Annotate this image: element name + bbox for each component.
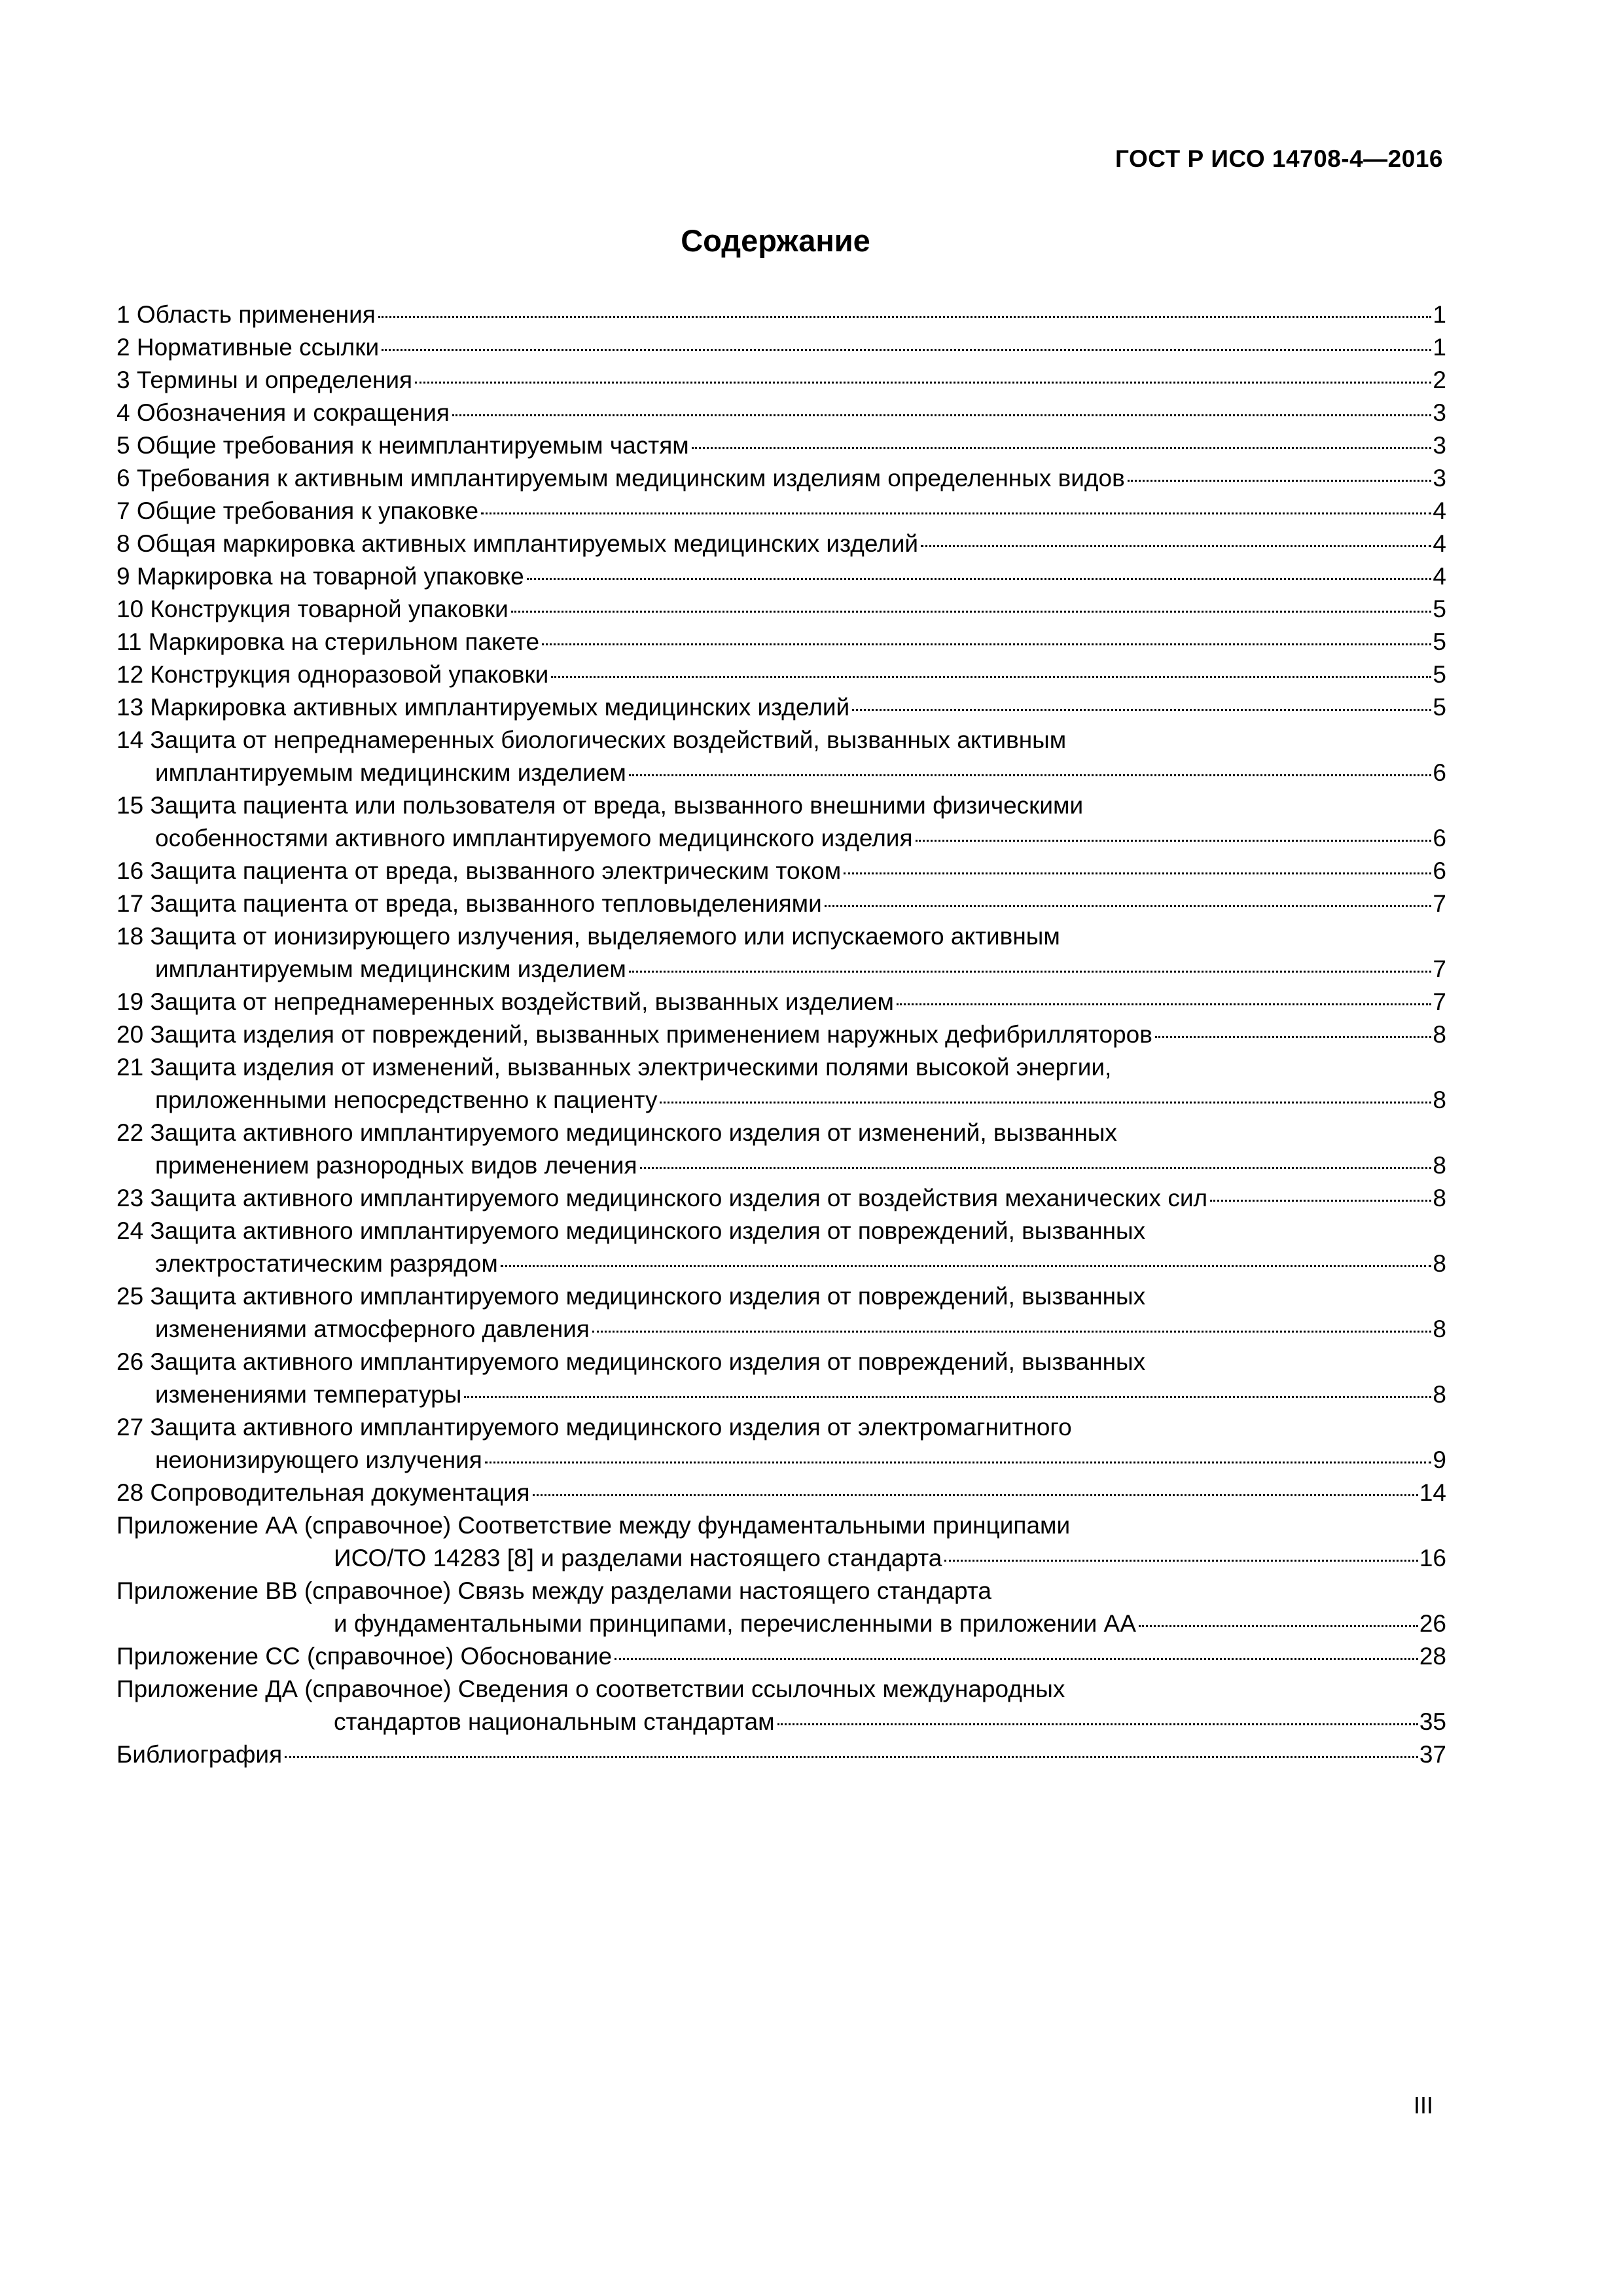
toc-entry-line: [116, 364, 1446, 397]
toc-entry[interactable]: [116, 1509, 1446, 1575]
toc-entry[interactable]: [116, 1477, 1446, 1509]
toc-entry-title: 21 Защита изделия от изменений, вызванных электрическими полями высокой энергии,: [116, 1054, 1112, 1081]
toc-entry-title: 18 Защита от ионизирующего излучения, выделяемого или испускаемого активным: [116, 923, 1060, 950]
toc-entry-line: [116, 1673, 1446, 1706]
toc-entry-line: [116, 528, 1446, 560]
dot-leader: [452, 414, 1431, 416]
toc-entry-title: 22 Защита активного имплантируемого медицинского изделия от изменений, вызванных: [116, 1119, 1117, 1146]
toc-entry-line: [116, 1509, 1446, 1542]
toc-entry[interactable]: [116, 1640, 1446, 1673]
dot-leader: [527, 578, 1432, 580]
toc-entry-title: имплантируемым медицинским изделием: [155, 759, 626, 786]
toc-entry-title: 15 Защита пациента или пользователя от вреда, вызванного внешними физическими: [116, 792, 1084, 819]
toc-entry-title: 2 Нормативные ссылки: [116, 334, 380, 361]
toc-entry-page: 1: [1433, 334, 1446, 361]
toc-entry-page: 16: [1419, 1545, 1446, 1571]
toc-entry-title: 20 Защита изделия от повреждений, вызванных применением наружных дефибрилляторов: [116, 1021, 1152, 1048]
toc-entry-line: [116, 626, 1446, 658]
toc-entry-title: 3 Термины и определения: [116, 367, 413, 393]
toc-entry-title: 4 Обозначения и сокращения: [116, 399, 450, 426]
toc-entry[interactable]: [116, 429, 1446, 462]
toc-entry-line: [116, 1149, 1446, 1182]
toc-entry-page: 9: [1433, 1446, 1446, 1473]
toc-entry-line: [116, 953, 1446, 986]
toc-entry[interactable]: [116, 331, 1446, 364]
toc-entry-page: 2: [1433, 367, 1446, 393]
toc-entry-page: 6: [1433, 825, 1446, 852]
toc-entry-title: Приложение ВВ (справочное) Связь между разделами настоящего стандарта: [116, 1577, 991, 1604]
toc-entry[interactable]: [116, 593, 1446, 626]
toc-entry-line: [116, 1313, 1446, 1346]
toc-entry[interactable]: [116, 724, 1446, 789]
toc-entry-title: неионизирующего излучения: [155, 1446, 482, 1473]
toc-entry[interactable]: [116, 691, 1446, 724]
toc-entry-line: [116, 1477, 1446, 1509]
toc-entry-line: [116, 1411, 1446, 1444]
toc-entry[interactable]: [116, 658, 1446, 691]
toc-entry-page: 8: [1433, 1152, 1446, 1179]
toc-entry-title: стандартов национальным стандартам: [334, 1708, 775, 1735]
toc-entry-line: [116, 888, 1446, 920]
dot-leader: [501, 1265, 1432, 1267]
toc-entry-page: 5: [1433, 596, 1446, 622]
toc-entry-title: электростатическим разрядом: [155, 1250, 498, 1277]
toc-entry-line: [116, 298, 1446, 331]
toc-entry[interactable]: [116, 920, 1446, 986]
dot-leader: [285, 1756, 1418, 1758]
toc-entry-page: 3: [1433, 432, 1446, 459]
toc-entry-page: 6: [1433, 759, 1446, 786]
dot-leader: [640, 1167, 1432, 1169]
toc-entry-line: [116, 1738, 1446, 1771]
toc-entry-line: [116, 1051, 1446, 1084]
dot-leader: [916, 840, 1432, 842]
toc-entry-page: 8: [1433, 1021, 1446, 1048]
dot-leader: [464, 1396, 1431, 1398]
dot-leader: [1210, 1200, 1431, 1202]
toc-entry-page: 14: [1419, 1479, 1446, 1506]
dot-leader: [485, 1462, 1432, 1463]
toc-entry-line: [116, 1542, 1446, 1575]
toc-entry-page: 5: [1433, 628, 1446, 655]
toc-entry-page: 7: [1433, 890, 1446, 917]
toc-entry-line: [116, 593, 1446, 626]
toc-entry[interactable]: [116, 855, 1446, 888]
dot-leader: [844, 872, 1431, 874]
toc-entry-title: изменениями температуры: [155, 1381, 462, 1408]
toc-entry-line: [116, 560, 1446, 593]
dot-leader: [1128, 480, 1432, 482]
toc-entry-title: 25 Защита активного имплантируемого медицинского изделия от повреждений, вызванных: [116, 1283, 1146, 1310]
toc-entry-title: 8 Общая маркировка активных имплантируемых медицинских изделий: [116, 530, 919, 557]
toc-entry[interactable]: [116, 1575, 1446, 1640]
toc-entry-line: [116, 757, 1446, 789]
toc-entry-title: 14 Защита от непреднамеренных биологических воздействий, вызванных активным: [116, 726, 1067, 753]
dot-leader: [533, 1494, 1418, 1496]
toc-entry-title: Приложение АА (справочное) Соответствие между фундаментальными принципами: [116, 1512, 1071, 1539]
toc-entry-title: Приложение ДА (справочное) Сведения о соответствии ссылочных международных: [116, 1676, 1065, 1702]
toc-entry-line: [116, 822, 1446, 855]
toc-entry-title: и фундаментальными принципами, перечисленными в приложении АА: [334, 1610, 1136, 1637]
toc-entry-page: 7: [1433, 988, 1446, 1015]
toc-entry[interactable]: [116, 1215, 1446, 1280]
toc-entry-page: 4: [1433, 497, 1446, 524]
toc-entry[interactable]: [116, 1673, 1446, 1738]
toc-entry[interactable]: [116, 1117, 1446, 1182]
dot-leader: [777, 1723, 1418, 1725]
toc-entry[interactable]: [116, 364, 1446, 397]
toc-entry[interactable]: [116, 528, 1446, 560]
page-title: Содержание: [681, 223, 870, 258]
toc-entry-line: [116, 495, 1446, 528]
toc-entry-line: [116, 1018, 1446, 1051]
toc-entry-line: [116, 789, 1446, 822]
toc-entry-line: [116, 1346, 1446, 1378]
toc-entry-page: 8: [1433, 1316, 1446, 1342]
toc-entry-title: 10 Конструкция товарной упаковки: [116, 596, 508, 622]
toc-entry[interactable]: [116, 888, 1446, 920]
toc-entry[interactable]: [116, 986, 1446, 1018]
toc-entry-title: 5 Общие требования к неимплантируемым частям: [116, 432, 689, 459]
toc-entry-line: [116, 331, 1446, 364]
dot-leader: [615, 1658, 1418, 1660]
toc-entry-line: [116, 1280, 1446, 1313]
toc-entry-line: [116, 429, 1446, 462]
toc-entry[interactable]: [116, 495, 1446, 528]
toc-entry-page: 8: [1433, 1250, 1446, 1277]
dot-leader: [629, 774, 1432, 776]
toc-entry[interactable]: [116, 397, 1446, 429]
toc-entry-title: имплантируемым медицинским изделием: [155, 956, 626, 982]
toc-entry-title: 7 Общие требования к упаковке: [116, 497, 479, 524]
dot-leader: [897, 1003, 1431, 1005]
toc-entry-page: 26: [1419, 1610, 1446, 1637]
toc-entry-title: приложенными непосредственно к пациенту: [155, 1086, 658, 1113]
toc-entry[interactable]: [116, 560, 1446, 593]
toc-entry-line: [116, 658, 1446, 691]
dot-leader: [1139, 1625, 1418, 1627]
toc-entry-page: 5: [1433, 694, 1446, 721]
dot-leader: [660, 1102, 1431, 1103]
toc-entry-title: 16 Защита пациента от вреда, вызванного электрическим током: [116, 857, 842, 884]
dot-leader: [592, 1331, 1432, 1333]
dot-leader: [629, 971, 1432, 973]
page-number: III: [1413, 2092, 1433, 2119]
toc-entry-line: [116, 920, 1446, 953]
toc-entry-title: 17 Защита пациента от вреда, вызванного тепловыделениями: [116, 890, 822, 917]
dot-leader: [921, 545, 1431, 547]
toc-entry[interactable]: [116, 1280, 1446, 1346]
toc-entry-line: [116, 1117, 1446, 1149]
dot-leader: [415, 382, 1431, 384]
toc-entry-page: 7: [1433, 956, 1446, 982]
toc-entry-line: [116, 1607, 1446, 1640]
toc-entry-title: 12 Конструкция одноразовой упаковки: [116, 661, 549, 688]
toc-entry-page: 1: [1433, 301, 1446, 328]
dot-leader: [382, 349, 1431, 351]
toc-entry-title: 11 Маркировка на стерильном пакете: [116, 628, 540, 655]
toc-entry-title: изменениями атмосферного давления: [155, 1316, 590, 1342]
toc-entry-line: [116, 1706, 1446, 1738]
toc-entry-page: 8: [1433, 1185, 1446, 1211]
toc-entry-page: 35: [1419, 1708, 1446, 1735]
toc-entry-page: 3: [1433, 399, 1446, 426]
toc-entry-page: 28: [1419, 1643, 1446, 1670]
toc-entry-title: 19 Защита от непреднамеренных воздействий, вызванных изделием: [116, 988, 894, 1015]
table-of-contents: [116, 298, 1446, 1771]
toc-entry-line: [116, 855, 1446, 888]
toc-entry[interactable]: [116, 1018, 1446, 1051]
toc-entry-title: 24 Защита активного имплантируемого медицинского изделия от повреждений, вызванных: [116, 1217, 1146, 1244]
toc-entry-line: [116, 986, 1446, 1018]
toc-entry[interactable]: [116, 1738, 1446, 1771]
toc-entry-title: особенностями активного имплантируемого медицинского изделия: [155, 825, 913, 852]
toc-entry[interactable]: [116, 789, 1446, 855]
toc-entry-line: [116, 1084, 1446, 1117]
dot-leader: [481, 512, 1431, 514]
toc-entry-title: 6 Требования к активным имплантируемым медицинским изделиям определенных видов: [116, 465, 1125, 492]
toc-entry-title: 9 Маркировка на товарной упаковке: [116, 563, 524, 590]
document-code: ГОСТ Р ИСО 14708-4—2016: [1115, 145, 1443, 172]
toc-entry-page: 37: [1419, 1741, 1446, 1768]
dot-leader: [825, 905, 1432, 907]
dot-leader: [378, 316, 1432, 318]
toc-entry-page: 6: [1433, 857, 1446, 884]
toc-entry-line: [116, 1640, 1446, 1673]
toc-entry-title: Приложение СС (справочное) Обоснование: [116, 1643, 613, 1670]
toc-entry-line: [116, 1444, 1446, 1477]
toc-entry-line: [116, 1378, 1446, 1411]
dot-leader: [542, 643, 1431, 645]
toc-entry-page: 4: [1433, 563, 1446, 590]
toc-entry-title: применением разнородных видов лечения: [155, 1152, 637, 1179]
toc-entry-line: [116, 1182, 1446, 1215]
dot-leader: [692, 447, 1432, 449]
toc-entry[interactable]: [116, 1051, 1446, 1117]
toc-entry-title: Библиография: [116, 1741, 283, 1768]
dot-leader: [944, 1560, 1418, 1562]
toc-entry-line: [116, 1247, 1446, 1280]
toc-entry-page: 4: [1433, 530, 1446, 557]
toc-entry[interactable]: [116, 462, 1446, 495]
toc-entry-line: [116, 462, 1446, 495]
toc-entry-title: 26 Защита активного имплантируемого медицинского изделия от повреждений, вызванных: [116, 1348, 1146, 1375]
toc-entry[interactable]: [116, 1346, 1446, 1411]
toc-entry-title: 13 Маркировка активных имплантируемых медицинских изделий: [116, 694, 850, 721]
toc-entry[interactable]: [116, 1182, 1446, 1215]
toc-entry-title: 28 Сопроводительная документация: [116, 1479, 530, 1506]
toc-entry-title: 27 Защита активного имплантируемого медицинского изделия от электромагнитного: [116, 1414, 1072, 1441]
toc-entry-page: 3: [1433, 465, 1446, 492]
toc-entry-page: 8: [1433, 1086, 1446, 1113]
toc-entry-page: 8: [1433, 1381, 1446, 1408]
dot-leader: [511, 611, 1432, 613]
toc-entry-line: [116, 397, 1446, 429]
toc-entry-line: [116, 724, 1446, 757]
toc-entry-line: [116, 691, 1446, 724]
toc-entry[interactable]: [116, 626, 1446, 658]
dot-leader: [551, 676, 1431, 678]
dot-leader: [852, 709, 1431, 711]
toc-entry-title: 1 Область применения: [116, 301, 376, 328]
toc-entry-page: 5: [1433, 661, 1446, 688]
toc-entry-line: [116, 1215, 1446, 1247]
toc-entry-line: [116, 1575, 1446, 1607]
toc-entry[interactable]: [116, 298, 1446, 331]
toc-entry-title: 23 Защита активного имплантируемого медицинского изделия от воздействия механических сил: [116, 1185, 1208, 1211]
toc-entry[interactable]: [116, 1411, 1446, 1477]
toc-entry-title: ИСО/ТО 14283 [8] и разделами настоящего стандарта: [334, 1545, 942, 1571]
dot-leader: [1155, 1036, 1432, 1038]
